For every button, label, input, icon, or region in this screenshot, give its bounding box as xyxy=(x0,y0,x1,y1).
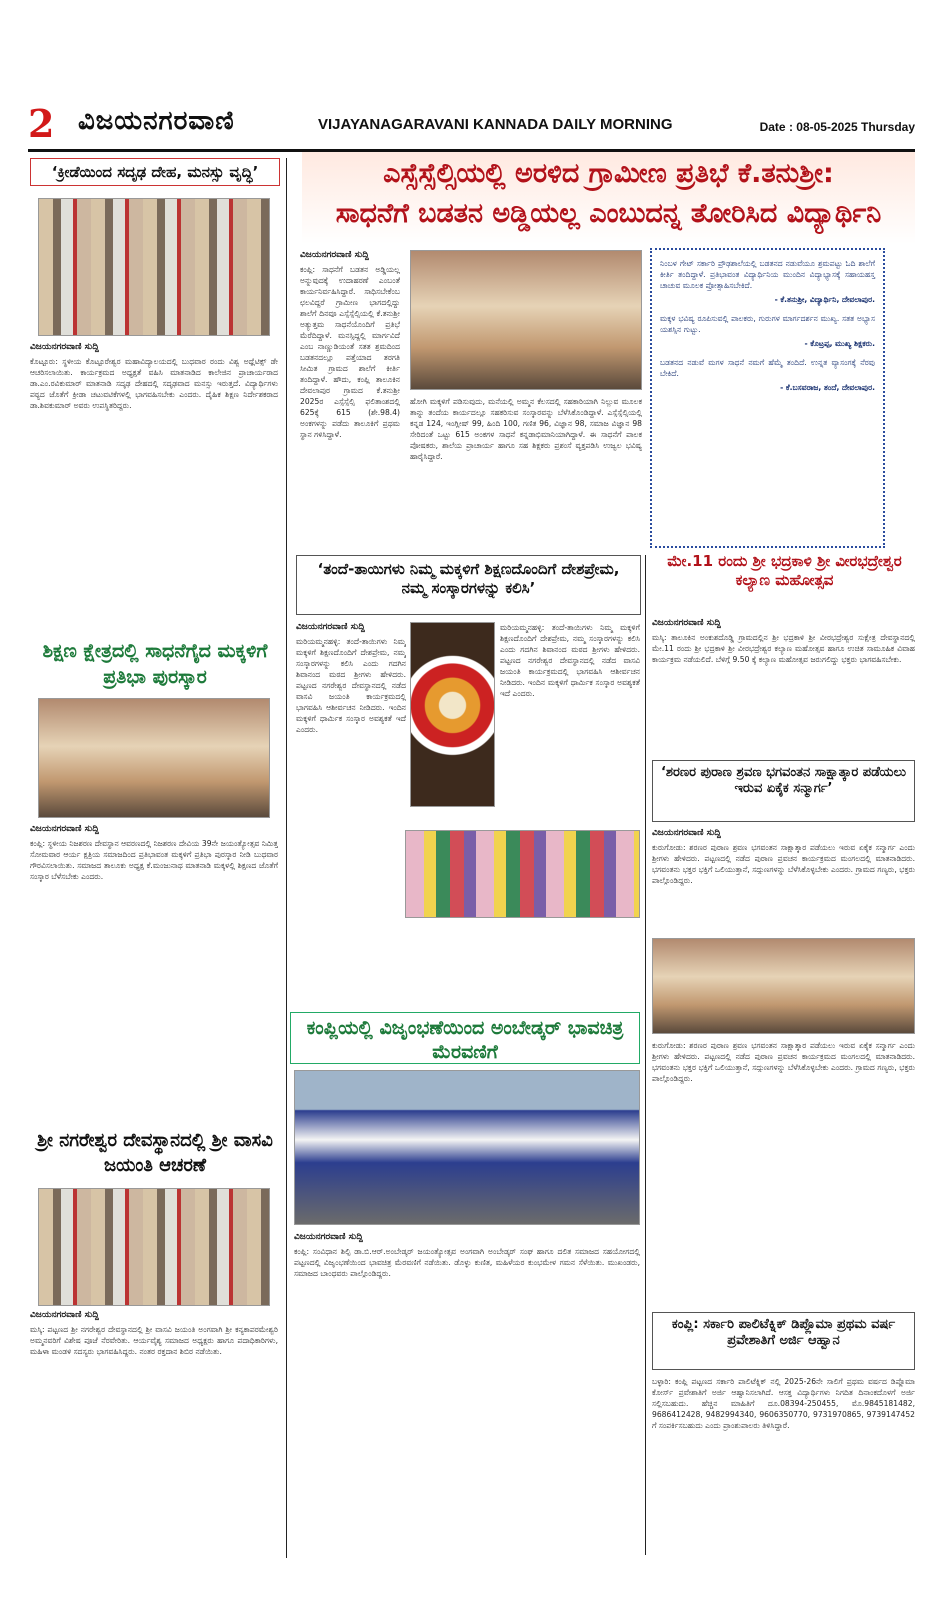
story2-body: ಕಂಪ್ಲಿ: ಸ್ಥಳೀಯ ನಿಜಶರಣ ದೇವಸ್ಥಾನ ಆವರಣದಲ್ಲಿ ನಿಜಶರಣ ದೇವಿಯ 39ನೇ ಜಯಂತ್ಯೋತ್ಸವ ನಿಮಿತ್ತ ಸೋಮವಾರ ಆರ್ಯ ಕ್ಷತ್ರಿಯ ಸಮಾಜದಿಂದ ಪ್ರತಿಭಾವಂತ ಮಕ್ಕಳಿಗೆ ಪ್ರತಿಭಾ ಪುರಸ್ಕಾರ ನೀಡಿ ಬುಧವಾರ ಗೌರವಿಸಲಾಯಿತು. ಸಮಾಜದ ತಾಲೂಕು ಅಧ್ಯಕ್ಷ ಕೆ.ಮಂಜುನಾಥ ಮಾತನಾಡಿ ಮಕ್ಕಳಲ್ಲಿ ಶಿಕ್ಷಣದ ಜೊತೆಗೆ ಸಂಸ್ಕಾರ ಬೆಳೆಸಬೇಕು ಎಂದರು. xyxy=(30,839,278,881)
lead-headline xyxy=(302,152,915,244)
story5-photo xyxy=(294,1070,640,1225)
story4-byline: ವಿಜಯನಗರವಾಣಿ ಸುದ್ದಿ xyxy=(296,622,365,632)
lead-byline: ವಿಜಯನಗರವಾಣಿ ಸುದ್ದಿ xyxy=(300,250,369,260)
story1-byline: ವಿಜಯನಗರವಾಣಿ ಸುದ್ದಿ xyxy=(30,342,99,352)
story5-byline: ವಿಜಯನಗರವಾಣಿ ಸುದ್ದಿ xyxy=(294,1232,363,1242)
lead-body-left: ಕಂಪ್ಲಿ: ಸಾಧನೆಗೆ ಬಡತನ ಅಡ್ಡಿಯಲ್ಲ ಅನ್ನುವುದಕ್ಕೆ ಉದಾಹರಣೆ ಎಂಬಂತೆ ಕಾರ್ಯನಿರ್ವಹಿಸಿದ್ದಾರೆ. ಸಾಧಿಸಬೇಕೆಂಬ ಛಲವಿದ್ದರೆ ಗ್ರಾಮೀಣ ಭಾಗದಲ್ಲಿದ್ದು ಶಾಲೆಗೆ ದಿನವೂ ಎಸ್ಸೆಸ್ಸೆಲ್ಸಿಯಲ್ಲಿ ಕೆ.ತನುಶ್ರೀ ಅತ್ಯುತ್ತಮ ಸಾಧನೆಯೊಂದಿಗೆ ಪ್ರತಿಭೆ ಮೆರೆದಿದ್ದಾಳೆ. ಮನಸ್ಸಿದ್ದಲ್ಲಿ ಮಾರ್ಗವಿದೆ ಎಂಬ ನಾಣ್ಣುಡಿಯಂತೆ ಸತತ ಶ್ರಮದಿಂದ ಬಡತನದಲ್ಲೂ ಪತ್ತೆಯಾದ ತರಗತಿ ಸೀಮಿತ ಗ್ರಾಮದ ಶಾಲೆಗೆ ಕೀರ್ತಿ ತಂದಿದ್ದಾಳೆ. ಹೌದು, ಕಂಪ್ಲಿ ತಾಲೂಕಿನ ದೇವಲಾಪುರ ಗ್ರಾಮದ ಕೆ.ತನುಶ್ರೀ 2025ರ ಎಸ್ಸೆಸ್ಸೆಲ್ಸಿ ಫಲಿತಾಂಶದಲ್ಲಿ 625ಕ್ಕೆ 615 (ಶೇ.98.4) ಅಂಕಗಳನ್ನು ಪಡೆದು ತಾಲೂಕಿಗೆ ಪ್ರಥಮ ಸ್ಥಾನ ಗಳಿಸಿದ್ದಾಳೆ. xyxy=(300,265,400,439)
lead-body-right: ಹೋಗಿ ಮಕ್ಕಳಿಗೆ ಪಡಿಸುವುದು, ಮನೆಯಲ್ಲಿ ಅಮ್ಮನ ಕೆಲಸದಲ್ಲಿ ಸಹಕಾರಿಯಾಗಿ ನಿಲ್ಲುವ ಮೂಲಕ ತಾನ್ನು ತಂದೆಯ ಕಾರ್ಯದಲ್ಲೂ ಸಹಕರಿಸುವ ಸಂಸ್ಕಾರವನ್ನು ಬೆಳೆಸಿಕೊಂಡಿದ್ದಾಳೆ. ಎಸ್ಸೆಸ್ಸೆಲ್ಸಿಯಲ್ಲಿ ಕನ್ನಡ 124, ಇಂಗ್ಲೀಷ್ 99, ಹಿಂದಿ 100, ಗಣಿತ 96, ವಿಜ್ಞಾನ 98, ಸಮಾಜ ವಿಜ್ಞಾನ 98 ಸೇರಿದಂತೆ ಒಟ್ಟು 615 ಅಂಕಗಳ ಸಾಧನೆ ಕನ್ನಡಾಭಿಮಾನಿಯಾಗಿದ್ದಾಳೆ. ಈ ಸಾಧನೆಗೆ ಪಾಲಕ ಪೋಷಕರು, ಶಾಲೆಯ ಪ್ರಾಚಾರ್ಯ ಹಾಗೂ ಸಹ ಶಿಕ್ಷಕರು ಪ್ರಶಂಸೆ ವ್ಯಕ್ತಪಡಿಸಿ ಉಜ್ವಲ ಭವಿಷ್ಯ ಹಾರೈಸಿದ್ದಾರೆ. xyxy=(410,397,642,461)
newspaper-logo-kannada: ವಿಜಯನಗರವಾಣಿ xyxy=(78,106,235,136)
story2-headline: ಶಿಕ್ಷಣ ಕ್ಷೇತ್ರದಲ್ಲಿ ಸಾಧನೆಗೈದ ಮಕ್ಕಳಿಗೆ ಪ್ರತಿಭಾ ಪುರಸ್ಕಾರ xyxy=(42,640,268,688)
story3-headline: ಶ್ರೀ ನಗರೇಶ್ವರ ದೇವಸ್ಥಾನದಲ್ಲಿ ಶ್ರೀ ವಾಸವಿ ಜಯಂತಿ ಆಚರಣೆ xyxy=(37,1130,273,1176)
story1-body: ಕೊಟ್ಟೂರು: ಸ್ಥಳೀಯ ಕೊಟ್ಟೂರೇಶ್ವರ ಮಹಾವಿದ್ಯಾಲಯದಲ್ಲಿ ಬುಧವಾರ ರಂದು ವಿಶ್ವ ಅಥ್ಲೆಟಿಕ್ಸ್ ಡೇ ಆಚರಿಸಲಾಯಿತು. ಕಾರ್ಯಕ್ರಮದ ಅಧ್ಯಕ್ಷತೆ ವಹಿಸಿ ಮಾತನಾಡಿದ ಕಾಲೇಜಿನ ಪ್ರಾಚಾರ್ಯರಾದ ಡಾ.ಎಂ.ರವಿಕುಮಾರ್ ಮಾತನಾಡಿ ಸದೃಢ ದೇಹದಲ್ಲಿ ಸದೃಢವಾದ ಮನಸ್ಸು ಇರುತ್ತದೆ. ವಿದ್ಯಾರ್ಥಿಗಳು ಪಠ್ಯದ ಜೊತೆಗೆ ಕ್ರೀಡಾ ಚಟುವಟಿಕೆಗಳಲ್ಲಿ ಭಾಗವಹಿಸಬೇಕು ಎಂದರು. ದೈಹಿಕ ಶಿಕ್ಷಣ ನಿರ್ದೇಶಕರಾದ ಡಾ.ಶಿವಕುಮಾರ್ ಅವರು ಉಪಸ್ಥಿತರಿದ್ದರು. xyxy=(30,357,278,410)
story7-headline: ‘ಶರಣರ ಪುರಾಣ ಶ್ರವಣ ಭಗವಂತನ ಸಾಕ್ಷಾತ್ಕಾರ ಪಡೆಯಲು ಇರುವ ಏಕೈಕ ಸನ್ಮಾರ್ಗ’ xyxy=(652,760,915,822)
story2-byline: ವಿಜಯನಗರವಾಣಿ ಸುದ್ದಿ xyxy=(30,824,99,834)
story4-body-left: ಮರಿಯಮ್ಮನಹಳ್ಳಿ: ತಂದೆ-ತಾಯಿಗಳು ನಿಮ್ಮ ಮಕ್ಕಳಿಗೆ ಶಿಕ್ಷಣದೊಂದಿಗೆ ದೇಶಪ್ರೇಮ, ನಮ್ಮ ಸಂಸ್ಕಾರಗಳನ್ನು ಕಲಿಸಿ ಎಂದು ಗದಗಿನ ಶಿವಾನಂದ ಮಠದ ಶ್ರೀಗಳು ಹೇಳಿದರು. ಪಟ್ಟಣದ ನಗರೇಶ್ವರ ದೇವಸ್ಥಾನದಲ್ಲಿ ನಡೆದ ವಾಸವಿ ಜಯಂತಿ ಕಾರ್ಯಕ್ರಮದಲ್ಲಿ ಭಾಗವಹಿಸಿ ಆಶೀರ್ವಚನ ನೀಡಿದರು. ಇಂದಿನ ಮಕ್ಕಳಿಗೆ ಧಾರ್ಮಿಕ ಸಂಸ್ಕಾರ ಅವಶ್ಯಕತೆ ಇದೆ ಎಂದರು. xyxy=(296,637,406,734)
quote-2: ಮಕ್ಕಳ ಭವಿಷ್ಯ ರೂಪಿಸುವಲ್ಲಿ ಪಾಲಕರು, ಗುರುಗಳ ಮಾರ್ಗದರ್ಶನ ಮುಖ್ಯ. ಸತತ ಅಭ್ಯಾಸ ಯಶಸ್ಸಿನ ಗುಟ್ಟು. xyxy=(660,314,875,334)
quote-1-attribution: - ಕೆ.ತನುಶ್ರೀ, ವಿದ್ಯಾರ್ಥಿನಿ, ದೇವಲಾಪುರ. xyxy=(774,295,875,304)
story3-body: ಮಸ್ಕಿ: ಪಟ್ಟಣದ ಶ್ರೀ ನಗರೇಶ್ವರ ದೇವಸ್ಥಾನದಲ್ಲಿ ಶ್ರೀ ವಾಸವಿ ಜಯಂತಿ ಅಂಗವಾಗಿ ಶ್ರೀ ಕನ್ಯಕಾಪರಮೇಶ್ವರಿ ಅಮ್ಮನವರಿಗೆ ವಿಶೇಷ ಪೂಜೆ ನೆರವೇರಿತು. ಆರ್ಯವೈಶ್ಯ ಸಮಾಜದ ಅಧ್ಯಕ್ಷರು ಹಾಗೂ ಪದಾಧಿಕಾರಿಗಳು, ಮಹಿಳಾ ಮಂಡಳಿ ಸದಸ್ಯರು ಭಾಗವಹಿಸಿದ್ದರು. ನಂತರ ರಕ್ತದಾನ ಶಿಬಿರ ನಡೆಯಿತು. xyxy=(30,1325,278,1356)
lead-photo xyxy=(410,250,642,390)
story5-body: ಕಂಪ್ಲಿ: ಸಂವಿಧಾನ ಶಿಲ್ಪಿ ಡಾ.ಬಿ.ಆರ್.ಅಂಬೇಡ್ಕರ್ ಜಯಂತ್ಯೋತ್ಸವ ಅಂಗವಾಗಿ ಅಂಬೇಡ್ಕರ್ ಸಂಘ ಹಾಗೂ ದಲಿತ ಸಮಾಜದ ಸಹಯೋಗದಲ್ಲಿ ಪಟ್ಟಣದಲ್ಲಿ ವಿಜೃಂಭಣೆಯಿಂದ ಭಾವಚಿತ್ರ ಮೆರವಣಿಗೆ ನಡೆಯಿತು. ಡೊಳ್ಳು ಕುಣಿತ, ಮಹಿಳೆಯರ ಕುಂಭಮೇಳ ಗಮನ ಸೆಳೆಯಿತು. ಮುಖಂಡರು, ಸಮಾಜದ ಬಾಂಧವರು ಪಾಲ್ಗೊಂಡಿದ್ದರು. xyxy=(294,1247,640,1278)
story1-headline: ‘ಕ್ರೀಡೆಯಿಂದ ಸದೃಢ ದೇಹ, ಮನಸ್ಸು ವೃದ್ಧಿ’ xyxy=(30,158,280,186)
story2-photo xyxy=(38,698,270,818)
story1-photo xyxy=(38,198,270,336)
story7-photo xyxy=(652,938,915,1034)
quote-box xyxy=(650,248,885,548)
quote-3: ಬಡತನದ ನಡುವೆ ಮಗಳ ಸಾಧನೆ ನಮಗೆ ಹೆಮ್ಮೆ ತಂದಿದೆ. ಉನ್ನತ ವ್ಯಾಸಂಗಕ್ಕೆ ನೆರವು ಬೇಕಿದೆ. xyxy=(660,358,875,378)
lead-headline-line2: ಸಾಧನೆಗೆ ಬಡತನ ಅಡ್ಡಿಯಲ್ಲ ಎಂಬುದನ್ನ ತೋರಿಸಿದ ವಿದ್ಯಾರ್ಥಿನಿ xyxy=(335,198,882,229)
newspaper-title-english: VIJAYANAGARAVANI KANNADA DAILY MORNING xyxy=(318,116,673,133)
story8-headline: ಕಂಪ್ಲಿ: ಸರ್ಕಾರಿ ಪಾಲಿಟೆಕ್ನಿಕ್ ಡಿಪ್ಲೊಮಾ ಪ್ರಥಮ ವರ್ಷ ಪ್ರವೇಶಾತಿಗೆ ಅರ್ಜಿ ಆಹ್ವಾನ xyxy=(652,1312,915,1370)
column-rule-right xyxy=(645,555,646,1555)
story4-headline: ‘ತಂದೆ-ತಾಯಿಗಳು ನಿಮ್ಮ ಮಕ್ಕಳಿಗೆ ಶಿಕ್ಷಣದೊಂದಿಗೆ ದೇಶಪ್ರೇಮ, ನಮ್ಮ ಸಂಸ್ಕಾರಗಳನ್ನು ಕಲಿಸಿ’ xyxy=(296,555,641,615)
quote-1: ನಿಂಬಳ ಗೇಟ್ ಸರ್ಕಾರಿ ಪ್ರೌಢಶಾಲೆಯಲ್ಲಿ ಬಡತನದ ನಡುವೆಯೂ ಶ್ರಮಪಟ್ಟು ಓದಿ ಶಾಲೆಗೆ ಕೀರ್ತಿ ತಂದಿದ್ದಾಳೆ. ಪ್ರತಿಭಾವಂತ ವಿದ್ಯಾರ್ಥಿನಿಯ ಮುಂದಿನ ವಿದ್ಯಾಭ್ಯಾಸಕ್ಕೆ ಸಹಾಯಹಸ್ತ ಚಾಚುವ ಮೂಲಕ ಪ್ರೋತ್ಸಾಹಿಸಬೇಕಿದೆ. xyxy=(660,259,875,290)
story4-body-right: ಮರಿಯಮ್ಮನಹಳ್ಳಿ: ತಂದೆ-ತಾಯಿಗಳು ನಿಮ್ಮ ಮಕ್ಕಳಿಗೆ ಶಿಕ್ಷಣದೊಂದಿಗೆ ದೇಶಪ್ರೇಮ, ನಮ್ಮ ಸಂಸ್ಕಾರಗಳನ್ನು ಕಲಿಸಿ ಎಂದು ಗದಗಿನ ಶಿವಾನಂದ ಮಠದ ಶ್ರೀಗಳು ಹೇಳಿದರು. ಪಟ್ಟಣದ ನಗರೇಶ್ವರ ದೇವಸ್ಥಾನದಲ್ಲಿ ನಡೆದ ವಾಸವಿ ಜಯಂತಿ ಕಾರ್ಯಕ್ರಮದಲ್ಲಿ ಭಾಗವಹಿಸಿ ಆಶೀರ್ವಚನ ನೀಡಿದರು. ಇಂದಿನ ಮಕ್ಕಳಿಗೆ ಧಾರ್ಮಿಕ ಸಂಸ್ಕಾರ ಅವಶ್ಯಕತೆ ಇದೆ ಎಂದರು. xyxy=(500,623,640,698)
story4-photo-deity xyxy=(410,622,495,807)
issue-date: Date : 08-05-2025 Thursday xyxy=(759,120,915,134)
page-number: 2 xyxy=(28,101,55,146)
masthead xyxy=(28,100,915,152)
story5-headline: ಕಂಪ್ಲಿಯಲ್ಲಿ ವಿಜೃಂಭಣೆಯಿಂದ ಅಂಬೇಡ್ಕರ್ ಭಾವಚಿತ್ರ ಮೆರವಣಿಗೆ xyxy=(290,1012,640,1064)
story7-body-continued: ಕುರುಗೋಡು: ಶರಣರ ಪುರಾಣ ಶ್ರವಣ ಭಗವಂತನ ಸಾಕ್ಷಾತ್ಕಾರ ಪಡೆಯಲು ಇರುವ ಏಕೈಕ ಸನ್ಮಾರ್ಗ ಎಂದು ಶ್ರೀಗಳು ಹೇಳಿದರು. ಪಟ್ಟಣದಲ್ಲಿ ನಡೆದ ಪುರಾಣ ಪ್ರವಚನ ಕಾರ್ಯಕ್ರಮದ ಮಂಗಲದಲ್ಲಿ ಮಾತನಾಡಿದರು. ಭಗವಂತನು ಭಕ್ತರ ಭಕ್ತಿಗೆ ಒಲಿಯುತ್ತಾನೆ, ಸದ್ಗುಣಗಳನ್ನು ಬೆಳೆಸಿಕೊಳ್ಳಬೇಕು ಎಂದರು. ಗ್ರಾಮದ ಗಣ್ಯರು, ಭಕ್ತರು ಪಾಲ್ಗೊಂಡಿದ್ದರು. xyxy=(652,1041,915,1083)
story4-photo-procession xyxy=(405,830,640,918)
left-column xyxy=(30,158,280,1568)
story3-byline: ವಿಜಯನಗರವಾಣಿ ಸುದ್ದಿ xyxy=(30,1310,99,1320)
story8-body: ಬಳ್ಳಾರಿ: ಕಂಪ್ಲಿ ಪಟ್ಟಣದ ಸರ್ಕಾರಿ ಪಾಲಿಟೆಕ್ನಿಕ್ ನಲ್ಲಿ 2025-26ನೇ ಸಾಲಿಗೆ ಪ್ರಥಮ ವರ್ಷದ ಡಿಪ್ಲೊಮಾ ಕೋರ್ಸ್ ಪ್ರವೇಶಾತಿಗೆ ಅರ್ಜಿ ಆಹ್ವಾನಿಸಲಾಗಿದೆ. ಆಸಕ್ತ ವಿದ್ಯಾರ್ಥಿಗಳು ನಿಗದಿತ ದಿನಾಂಕದೊಳಗೆ ಅರ್ಜಿ ಸಲ್ಲಿಸಬಹುದು. ಹೆಚ್ಚಿನ ಮಾಹಿತಿಗೆ ದೂ.08394-250455, ಮೊ.9845181482, 9686412428, 9482994340, 9606350770, 9731970865, 9739147452 ಗೆ ಸಂಪರ್ಕಿಸಬಹುದು ಎಂದು ಪ್ರಾಂಶುಪಾಲರು ತಿಳಿಸಿದ್ದಾರೆ. xyxy=(652,1377,915,1430)
story3-photo xyxy=(38,1188,270,1306)
story7-body: ಕುರುಗೋಡು: ಶರಣರ ಪುರಾಣ ಶ್ರವಣ ಭಗವಂತನ ಸಾಕ್ಷಾತ್ಕಾರ ಪಡೆಯಲು ಇರುವ ಏಕೈಕ ಸನ್ಮಾರ್ಗ ಎಂದು ಶ್ರೀಗಳು ಹೇಳಿದರು. ಪಟ್ಟಣದಲ್ಲಿ ನಡೆದ ಪುರಾಣ ಪ್ರವಚನ ಕಾರ್ಯಕ್ರಮದ ಮಂಗಲದಲ್ಲಿ ಮಾತನಾಡಿದರು. ಭಗವಂತನು ಭಕ್ತರ ಭಕ್ತಿಗೆ ಒಲಿಯುತ್ತಾನೆ, ಸದ್ಗುಣಗಳನ್ನು ಬೆಳೆಸಿಕೊಳ್ಳಬೇಕು ಎಂದರು. ಗ್ರಾಮದ ಗಣ್ಯರು, ಭಕ್ತರು ಪಾಲ್ಗೊಂಡಿದ್ದರು. xyxy=(652,843,915,885)
story6-byline: ವಿಜಯನಗರವಾಣಿ ಸುದ್ದಿ xyxy=(652,618,721,628)
story7-byline: ವಿಜಯನಗರವಾಣಿ ಸುದ್ದಿ xyxy=(652,828,721,838)
column-rule xyxy=(286,158,287,1558)
story6-body: ಮಸ್ಕಿ: ತಾಲೂಕಿನ ಅಂಕುಶದೊಡ್ಡಿ ಗ್ರಾಮದಲ್ಲಿನ ಶ್ರೀ ಭದ್ರಕಾಳಿ ಶ್ರೀ ವೀರಭದ್ರೇಶ್ವರ ಸುಕ್ಷೇತ್ರ ದೇವಸ್ಥಾನದಲ್ಲಿ ಮೇ.11 ರಂದು ಶ್ರೀ ಭದ್ರಕಾಳಿ ಶ್ರೀ ವೀರಭದ್ರೇಶ್ವರ ಕಲ್ಯಾಣ ಮಹೋತ್ಸವ ಹಾಗೂ ಉಚಿತ ಸಾಮೂಹಿಕ ವಿವಾಹ ಕಾರ್ಯಕ್ರಮ ನಡೆಯಲಿದೆ. ಬೆಳಿಗ್ಗೆ 9.50 ಕ್ಕೆ ಕಲ್ಯಾಣ ಮಹೋತ್ಸವ ಜರುಗಲಿದ್ದು ಭಕ್ತರು ಭಾಗವಹಿಸಬೇಕು. xyxy=(652,633,915,664)
story6-headline: ಮೇ.11 ರಂದು ಶ್ರೀ ಭದ್ರಕಾಳಿ ಶ್ರೀ ವೀರಭದ್ರೇಶ್ವರ ಕಲ್ಯಾಣ ಮಹೋತ್ಸವ xyxy=(667,552,902,589)
quote-2-attribution: - ಕೊಟ್ರಪ್ಪ, ಮುಖ್ಯ ಶಿಕ್ಷಕರು. xyxy=(804,339,875,348)
lead-headline-line1: ಎಸ್ಸೆಸ್ಸೆಲ್ಸಿಯಲ್ಲಿ ಅರಳಿದ ಗ್ರಾಮೀಣ ಪ್ರತಿಭೆ ಕೆ.ತನುಶ್ರೀ: xyxy=(383,158,834,189)
quote-3-attribution: - ಕೆ.ಬಸವರಾಜ, ತಂದೆ, ದೇವಲಾಪುರ. xyxy=(780,383,875,392)
